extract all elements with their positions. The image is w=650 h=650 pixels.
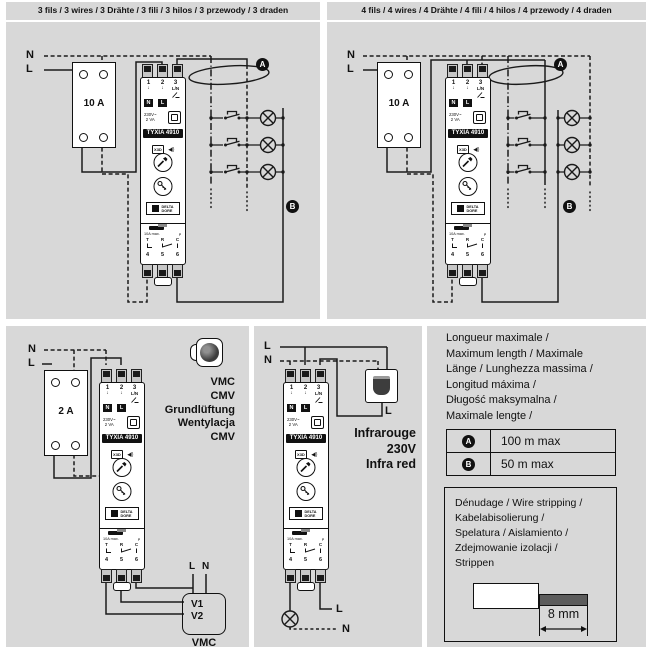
sound-icon <box>473 147 479 153</box>
din-clip <box>459 277 477 286</box>
breaker-terminal <box>51 378 60 387</box>
logo-square <box>295 510 302 517</box>
logo-square <box>457 205 464 212</box>
module-body <box>99 382 145 570</box>
table-value-cell: 50 m max <box>501 457 554 471</box>
terminal-numbers: 4 5 6 <box>145 252 180 258</box>
vmc-l-label: L <box>189 561 196 572</box>
max-length-table <box>446 429 616 476</box>
delta-dore-logo: DELTA DORE <box>289 507 323 520</box>
power-rating: 230V~ 2 VA <box>449 112 462 122</box>
table-value-cell: 100 m max <box>501 434 561 448</box>
logo-square <box>152 205 159 212</box>
breaker-terminal <box>79 133 88 142</box>
contact-diagram <box>140 243 185 252</box>
contact-diagram <box>283 548 328 557</box>
radio-row <box>446 141 490 151</box>
circuit-breaker-10a <box>377 62 421 148</box>
power-rating: 230V~ 2 VA <box>144 112 157 122</box>
vmc-caption: VMC <box>191 637 217 649</box>
config-button <box>168 111 181 124</box>
panel-infrared <box>254 326 422 647</box>
relay-rating: 10A max. µ <box>287 537 324 541</box>
breaker-rating: 10 A <box>83 98 105 109</box>
callout-b-badge: B <box>563 200 576 213</box>
table-badge-cell <box>447 453 491 475</box>
callout-a-badge: A <box>554 58 567 71</box>
panel-3-wire <box>6 2 320 319</box>
table-row <box>447 452 615 475</box>
infrared-detector-box <box>365 369 398 403</box>
terminal-1-label: 1 ↓ N <box>284 385 299 414</box>
table-badge-cell <box>447 430 491 452</box>
v2-label: V2 <box>191 611 204 622</box>
din-clip <box>113 582 131 591</box>
contact-labels: T R C <box>451 237 485 242</box>
terminal-clamp <box>131 369 142 383</box>
infrared-sensor-icon <box>373 376 390 395</box>
config-button <box>473 111 486 124</box>
callout-a-badge: A <box>462 435 475 448</box>
terminal-2-label: 2 ↓ L <box>460 80 475 109</box>
breaker-terminal <box>384 70 393 79</box>
terminal-clamp <box>315 369 326 383</box>
fan-icon <box>196 338 223 367</box>
model-label: TYXIA 4910 <box>286 434 326 443</box>
terminal-1-label: 1 ↓ N <box>141 80 156 109</box>
terminal-clamp <box>157 264 168 278</box>
contact-diagram <box>99 548 144 557</box>
wire-stripping-text: Dénudage / Wire stripping / Kabelabisolierung / Spelatura / Aislamiento / Zdejmowanie izolacji / Strippen <box>455 497 583 569</box>
strip-length-label: 8 mm <box>547 607 580 621</box>
terminal-clamp <box>300 369 311 383</box>
neutral-label: N <box>264 354 272 366</box>
tyxia-4910-module <box>283 369 329 591</box>
terminal-clamp <box>101 369 112 383</box>
switch-icon <box>477 91 485 98</box>
panel-3-wire-header: 3 fils / 3 wires / 3 Drähte / 3 fili / 3 hilos / 3 przewody / 3 draden <box>6 2 320 22</box>
wire-insulation <box>473 583 539 609</box>
relay-section <box>141 223 185 264</box>
callout-b-badge: B <box>286 200 299 213</box>
breaker-terminal <box>71 441 80 450</box>
config-button <box>311 416 324 429</box>
breaker-rating: 10 A <box>388 98 410 109</box>
module-body <box>283 382 329 570</box>
model-label: TYXIA 4910 <box>448 129 488 138</box>
power-rating: 230V~ 2 VA <box>287 417 300 427</box>
model-label: TYXIA 4910 <box>102 434 142 443</box>
sound-icon <box>168 147 174 153</box>
breaker-terminal <box>71 378 80 387</box>
screwdriver-icon <box>154 153 173 172</box>
terminals-top <box>283 369 329 383</box>
terminal-numbers: 4 5 6 <box>450 252 485 258</box>
terminals-bottom <box>140 264 186 278</box>
terminal-clamp <box>477 264 488 278</box>
terminal-clamp <box>285 369 296 383</box>
vmc-text: VMC CMV Grundlüftung Wentylacja CMV <box>164 376 235 444</box>
terminal-clamp <box>462 264 473 278</box>
breaker-terminal <box>79 70 88 79</box>
lamp-icon <box>282 611 298 627</box>
screwdriver-icon <box>297 458 316 477</box>
out-l-label: L <box>336 603 343 615</box>
terminals-bottom <box>99 569 145 583</box>
vmc-n-label: N <box>202 561 210 572</box>
rocker-icon <box>108 531 123 535</box>
radio-row <box>141 141 185 151</box>
screwdriver-icon <box>113 458 132 477</box>
terminal-clamp <box>172 264 183 278</box>
terminals-bottom <box>445 264 491 278</box>
terminal-3-label: 3 L/N <box>473 80 488 98</box>
relay-rating: 10A max. µ <box>144 232 181 236</box>
sound-icon <box>311 452 317 458</box>
terminal-clamp <box>116 369 127 383</box>
terminal-2-label: 2 ↓ L <box>114 385 129 414</box>
v1-label: V1 <box>191 599 204 610</box>
panel-info <box>427 326 646 647</box>
line-label: L <box>347 63 354 75</box>
terminal-2-label: 2 ↓ L <box>155 80 170 109</box>
terminal-clamp <box>142 64 153 78</box>
stripped-conductor <box>539 594 588 606</box>
terminal-2-label: 2 ↓ L <box>298 385 313 414</box>
length-loop-a <box>488 63 563 86</box>
ir-l-label: L <box>385 405 392 417</box>
config-button <box>127 416 140 429</box>
sound-icon <box>127 452 133 458</box>
key-icon <box>154 177 173 196</box>
rocker-icon <box>292 531 307 535</box>
terminal-3-label: 3 L/N <box>127 385 142 403</box>
neutral-label: N <box>347 49 355 61</box>
neutral-label: N <box>28 343 36 355</box>
infrared-text: Infrarouge 230V Infra red <box>354 426 416 471</box>
breaker-terminal <box>404 133 413 142</box>
switch-icon <box>172 91 180 98</box>
terminal-clamp <box>116 569 127 583</box>
terminal-clamp <box>462 64 473 78</box>
rocker-icon <box>454 226 469 230</box>
vmc-unit-box <box>182 593 226 635</box>
x3d-logo: X3D <box>459 147 467 153</box>
tyxia-4910-module <box>140 64 186 286</box>
terminal-clamp <box>172 64 183 78</box>
radio-row <box>100 446 144 456</box>
terminal-clamp <box>101 569 112 583</box>
wire-stripping-box <box>444 487 617 642</box>
module-body <box>140 77 186 265</box>
rocker-icon <box>149 226 164 230</box>
screwdriver-icon <box>459 153 478 172</box>
line-label: L <box>26 63 33 75</box>
contact-diagram <box>445 243 490 252</box>
key-icon <box>459 177 478 196</box>
tyxia-4910-module <box>445 64 491 286</box>
max-length-text: Longueur maximale / Maximum length / Maximale Länge / Lunghezza massima / Longitud máxima / Długość maksymalna / Maximale lengte / <box>446 332 593 422</box>
relay-section <box>284 528 328 569</box>
breaker-rating: 2 A <box>58 406 74 417</box>
terminal-clamp <box>315 569 326 583</box>
terminal-clamp <box>447 64 458 78</box>
delta-dore-logo: DELTA DORE <box>105 507 139 520</box>
contact-labels: T R C <box>105 542 139 547</box>
x3d-logo: X3D <box>297 452 305 458</box>
terminal-numbers: 4 5 6 <box>104 557 139 563</box>
circuit-breaker-2a <box>44 370 88 456</box>
callout-a-badge: A <box>256 58 269 71</box>
breaker-terminal <box>99 70 108 79</box>
logo-square <box>111 510 118 517</box>
breaker-terminal <box>404 70 413 79</box>
relay-rating: 10A max. µ <box>449 232 486 236</box>
down-arrow-icon <box>446 86 461 91</box>
terminal-numbers: 4 5 6 <box>288 557 323 563</box>
terminal-1-label: 1 ↓ N <box>446 80 461 109</box>
relay-section <box>100 528 144 569</box>
line-label: L <box>264 340 271 352</box>
breaker-terminal <box>99 133 108 142</box>
panel-vmc <box>6 326 249 647</box>
circuit-breaker-10a <box>72 62 116 148</box>
breaker-terminal <box>51 441 60 450</box>
terminals-top <box>445 64 491 78</box>
terminal-clamp <box>142 264 153 278</box>
power-rating: 230V~ 2 VA <box>103 417 116 427</box>
terminal-clamp <box>477 64 488 78</box>
x3d-logo: X3D <box>154 147 162 153</box>
terminal-clamp <box>285 569 296 583</box>
lamp-icons <box>261 111 276 180</box>
relay-section <box>446 223 490 264</box>
switch-icon <box>315 396 323 403</box>
terminal-clamp <box>131 569 142 583</box>
radio-row <box>284 446 328 456</box>
down-arrow-icon <box>100 391 115 396</box>
table-row <box>447 430 615 452</box>
delta-dore-logo: DELTA DORE <box>146 202 180 215</box>
terminals-top <box>140 64 186 78</box>
switch-lamp-rows <box>508 112 590 173</box>
down-arrow-icon <box>141 86 156 91</box>
terminal-clamp <box>300 569 311 583</box>
neutral-label: N <box>26 49 34 61</box>
din-clip <box>297 582 315 591</box>
switch-icon <box>131 396 139 403</box>
line-label: L <box>28 357 35 369</box>
key-icon <box>113 482 132 501</box>
down-arrow-icon <box>284 391 299 396</box>
lamp-icons <box>565 111 580 180</box>
terminals-bottom <box>283 569 329 583</box>
din-clip <box>154 277 172 286</box>
module-body <box>445 77 491 265</box>
measure-arrow-icon <box>539 623 588 635</box>
terminal-clamp <box>157 64 168 78</box>
relay-rating: 10A max. µ <box>103 537 140 541</box>
terminal-3-label: 3 L/N <box>311 385 326 403</box>
tyxia-4910-module <box>99 369 145 591</box>
terminal-1-label: 1 ↓ N <box>100 385 115 414</box>
out-n-label: N <box>342 623 350 635</box>
terminal-clamp <box>447 264 458 278</box>
callout-b-badge: B <box>462 458 475 471</box>
panel-4-wire <box>327 2 646 319</box>
delta-dore-logo: DELTA DORE <box>451 202 485 215</box>
key-icon <box>297 482 316 501</box>
terminals-top <box>99 369 145 383</box>
x3d-logo: X3D <box>113 452 121 458</box>
terminal-3-label: 3 L/N <box>168 80 183 98</box>
contact-labels: T R C <box>289 542 323 547</box>
breaker-terminal <box>384 133 393 142</box>
contact-labels: T R C <box>146 237 180 242</box>
model-label: TYXIA 4910 <box>143 129 183 138</box>
panel-4-wire-header: 4 fils / 4 wires / 4 Drähte / 4 fili / 4 hilos / 4 przewody / 4 draden <box>327 2 646 22</box>
